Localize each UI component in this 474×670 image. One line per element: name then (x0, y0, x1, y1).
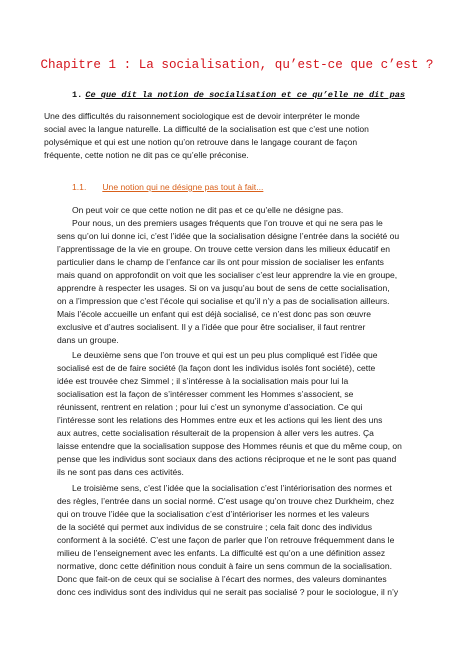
body-line: exclusive et d’autres socialisent. Il y a l’idée que pour être socialiser, il faut rentrer (57, 322, 366, 332)
body-line: dans un groupe. (57, 335, 119, 345)
body-line: socialisation est la façon de s’intéresser comment les Hommes s’associent, se (57, 389, 354, 399)
body-line: Le troisième sens, c’est l’idée que la socialisation c’est l’intériorisation des normes et (72, 483, 392, 493)
body-line: normative, donc cette définition nous conduit à faire un sens commun de la socialisation. (57, 561, 392, 571)
intro-line: social avec la langue naturelle. La difficulté de la socialisation est que c’est une notion (44, 124, 369, 134)
body-line: l’apprentissage de la vie en groupe. On trouve cette version dans les milieux éducatif en (57, 244, 391, 254)
body-line: de la société qui permet aux individus de se construire ; cela fait donc des individus (57, 522, 372, 532)
body-line: Le deuxième sens que l’on trouve et qui est un peu plus compliqué est l’idée que (72, 350, 378, 360)
body-line: socialisé est de de faire société (la façon dont les individus isolés font société), cette (57, 363, 376, 373)
intro-line: fréquente, cette notion ne dit pas ce qu’elle préconise. (44, 150, 249, 160)
body-line: donc ces individus sont des individus qui ne serait pas socialisé ? pour le sociologue, il n’y (57, 587, 399, 597)
body-line: Donc que fait-on de ceux qui se socialise à l’écart des normes, des valeurs dominantes (57, 574, 387, 584)
body-line: l’intéresse sont les relations des Hommes entre eux et les actions qui les lient des uns (57, 415, 383, 425)
section-number: 1. (72, 90, 83, 100)
body-line: on a l’impression que c’est l’école qui socialise et qu’il n’y a pas de socialisation ailleurs. (57, 296, 390, 306)
intro-line: polysémique et qui est une notion qu’on retrouve dans le langage courant de façon (44, 137, 358, 147)
body-line: particulier dans le champ de l’enfance car ils ont pour mission de socialiser les enfants (57, 257, 384, 267)
body-line: On peut voir ce que cette notion ne dit pas et ce qu’elle ne désigne pas. (72, 205, 344, 215)
body-line: idée est trouvée chez Simmel ; il s’intéresse à la socialisation mais pour lui la (57, 376, 349, 386)
body-line: ils ne sont pas dans ces activités. (57, 467, 184, 477)
body-line: qui on trouve l’idée que la socialisation c’est d’intérioriser les normes et les valeurs (57, 509, 370, 519)
body-line: Pour nous, un des premiers usages fréquents que l’on trouve et qui ne sera pas le (72, 218, 383, 228)
body-line: laisse entendre que la socialisation suppose des Hommes réunis et que du même coup, on (57, 441, 402, 451)
intro-line: Une des difficultés du raisonnement sociologique est de devoir interpréter le monde (44, 111, 360, 121)
subsection-number: 1.1. (72, 182, 87, 192)
body-line: aux autres, cette socialisation résulterait de la propension à aller vers les autres. Ça (57, 428, 374, 438)
chapter-title: Chapitre 1 : La socialisation, qu’est-ce que c’est ? (40, 58, 434, 72)
subsection-heading (72, 182, 263, 192)
body-line: des règles, l’entrée dans un social normé. C’est usage qu’on trouve chez Durkheim, chez (57, 496, 395, 506)
body-line: conforment à la société. C’est une façon de parler que l’on retrouve fréquemment dans le (57, 535, 395, 545)
subsection-title: Une notion qui ne désigne pas tout à fait... (102, 182, 264, 192)
section-title: Ce que dit la notion de socialisation et ce qu’elle ne dit pas (85, 90, 406, 100)
body-line: apprendre à respecter les usages. Si on va jusqu’au bout de sens de cette socialisation, (57, 283, 390, 293)
body-line: mais quand on approfondit on voit que les socialiser c’est leur apprendre la vie en groupe, (57, 270, 398, 280)
body-line: sens qu’on lui donne ici, c’est l’idée que la socialisation désigne l’entrée dans la société ou (57, 231, 400, 241)
body-line: pense que les individus sont sociaux dans des actions réciproque et ne le sont pas quand (57, 454, 397, 464)
section-heading (72, 90, 405, 100)
body-line: milieu de l’enseignement avec les enfants. La difficulté est qu’on a une définition assez (57, 548, 386, 558)
body-line: Mais l’école accueille un enfant qui est déjà socialisé, ce n’est donc pas son œuvre (57, 309, 372, 319)
body-line: réunissent, rentrent en relation ; pour lui c’est un synonyme d’association. Ce qui (57, 402, 363, 412)
